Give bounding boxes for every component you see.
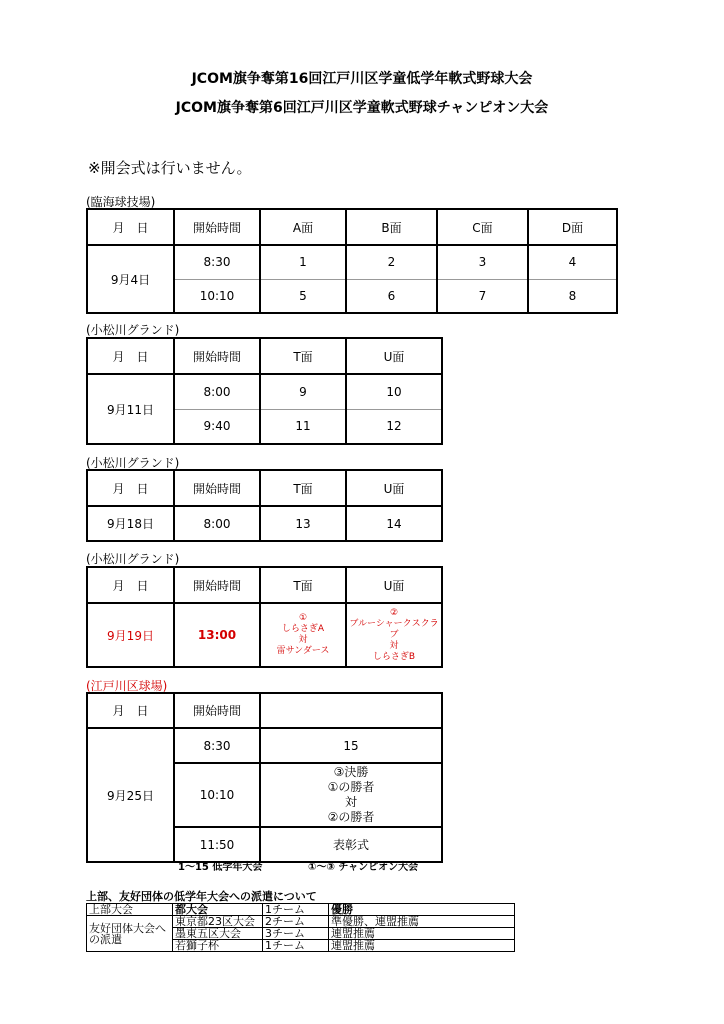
- header-start-time: 開始時間: [174, 567, 260, 603]
- date-cell: 9月11日: [87, 374, 174, 444]
- time-cell: 10:10: [174, 763, 260, 827]
- header-blank: [260, 693, 442, 728]
- match-cell-t: [260, 603, 346, 667]
- winner-label: ①の勝者: [327, 780, 375, 794]
- header-field-u: U面: [346, 338, 442, 374]
- team-name-wrap: ブ: [389, 629, 399, 640]
- game-cell: 9: [260, 374, 346, 409]
- header-date: 月 日: [87, 209, 174, 245]
- game-cell: 8: [528, 279, 617, 313]
- header-date: 月 日: [87, 567, 174, 603]
- header-field-t: T面: [260, 470, 346, 506]
- venue-label-komatsugawa: (小松川グランド): [86, 323, 180, 337]
- header-date: 月 日: [87, 470, 174, 506]
- dispatch-cell: 1チーム: [263, 940, 329, 952]
- schedule-table-sep19: [86, 566, 443, 668]
- dispatch-header-cell: 上部大会: [87, 904, 173, 916]
- game-cell: 4: [528, 245, 617, 279]
- time-cell: 9:40: [174, 409, 260, 444]
- dispatch-section-title: 上部、友好団体の低学年大会への派遣について: [86, 890, 317, 903]
- versus-label: 対: [298, 635, 308, 645]
- dispatch-cell: 連盟推薦: [329, 940, 515, 952]
- tournament-title-low-grade: JCOM旗争奪第16回江戸川区学童低学年軟式野球大会: [191, 71, 533, 87]
- game-cell: 12: [346, 409, 442, 444]
- date-cell: 9月18日: [87, 506, 174, 541]
- game-cell: 6: [346, 279, 437, 313]
- dispatch-table: [86, 903, 515, 952]
- game-cell: 3: [437, 245, 528, 279]
- team-name: しらさぎB: [372, 651, 416, 662]
- time-cell: 13:00: [174, 603, 260, 667]
- game-cell: 2: [346, 245, 437, 279]
- opening-ceremony-notice: ※開会式は行いません。: [88, 159, 252, 177]
- header-start-time: 開始時間: [174, 338, 260, 374]
- header-field-b: B面: [346, 209, 437, 245]
- game-cell: 14: [346, 506, 442, 541]
- game-cell: 5: [260, 279, 346, 313]
- versus-label: 対: [389, 640, 399, 651]
- game-cell: 1: [260, 245, 346, 279]
- header-start-time: 開始時間: [174, 470, 260, 506]
- tournament-title-champion: JCOM旗争奪第6回江戸川区学童軟式野球チャンピオン大会: [175, 100, 549, 116]
- header-field-u: U面: [346, 470, 442, 506]
- dispatch-header-cell: 優勝: [329, 904, 515, 916]
- date-cell: 9月25日: [87, 728, 174, 862]
- legend-champion: ①～③ チャンピオン大会: [308, 862, 419, 873]
- venue-label-komatsugawa: (小松川グランド): [86, 456, 180, 470]
- venue-label-edogawa-stadium: (江戸川区球場): [86, 679, 168, 693]
- schedule-table-sep25: [86, 692, 443, 863]
- team-name: しらさぎA: [281, 624, 325, 634]
- versus-label: 対: [344, 795, 357, 809]
- date-cell: 9月4日: [87, 245, 174, 313]
- legend-low-grade: 1～15 低学年大会: [178, 862, 263, 873]
- match-cell-u: [346, 603, 442, 667]
- game-cell: 15: [260, 728, 442, 763]
- game-cell: 13: [260, 506, 346, 541]
- team-name: 雷サンダース: [276, 646, 330, 656]
- game-cell: 10: [346, 374, 442, 409]
- award-ceremony-cell: 表彰式: [260, 827, 442, 862]
- dispatch-cell: 2チーム: [263, 916, 329, 928]
- header-start-time: 開始時間: [174, 693, 260, 728]
- dispatch-header-cell: 都大会: [173, 904, 263, 916]
- final-label: ③決勝: [333, 765, 369, 779]
- dispatch-cell: 連盟推薦: [329, 928, 515, 940]
- time-cell: 8:00: [174, 374, 260, 409]
- match-number: ①: [298, 613, 308, 623]
- dispatch-cell: 墨東五区大会: [173, 928, 263, 940]
- header-field-a: A面: [260, 209, 346, 245]
- header-date: 月 日: [87, 338, 174, 374]
- header-field-t: T面: [260, 338, 346, 374]
- time-cell: 8:30: [174, 245, 260, 279]
- final-match-cell: [260, 763, 442, 827]
- team-name: ブルーシャークスクラ: [349, 618, 439, 629]
- dispatch-cell: 3チーム: [263, 928, 329, 940]
- header-date: 月 日: [87, 693, 174, 728]
- game-cell: 11: [260, 409, 346, 444]
- time-cell: 8:30: [174, 728, 260, 763]
- venue-label-komatsugawa: (小松川グランド): [86, 552, 180, 566]
- dispatch-cell: 若獅子杯: [173, 940, 263, 952]
- winner-label: ②の勝者: [327, 810, 375, 824]
- dispatch-cell: 東京都23区大会: [173, 916, 263, 928]
- header-field-c: C面: [437, 209, 528, 245]
- time-cell: 8:00: [174, 506, 260, 541]
- time-cell: 11:50: [174, 827, 260, 862]
- venue-label-rinkai: (臨海球技場): [86, 195, 156, 209]
- schedule-table-sep4: [86, 208, 618, 314]
- header-start-time: 開始時間: [174, 209, 260, 245]
- match-number: ②: [389, 607, 399, 618]
- time-cell: 10:10: [174, 279, 260, 313]
- header-field-u: U面: [346, 567, 442, 603]
- schedule-table-sep18: [86, 469, 443, 542]
- dispatch-header-cell: 1チーム: [263, 904, 329, 916]
- dispatch-cell: 準優勝、連盟推薦: [329, 916, 515, 928]
- dispatch-group-label: 友好団体大会への派遣: [87, 916, 173, 952]
- header-field-t: T面: [260, 567, 346, 603]
- game-cell: 7: [437, 279, 528, 313]
- date-cell: 9月19日: [87, 603, 174, 667]
- schedule-table-sep11: [86, 337, 443, 445]
- header-field-d: D面: [528, 209, 617, 245]
